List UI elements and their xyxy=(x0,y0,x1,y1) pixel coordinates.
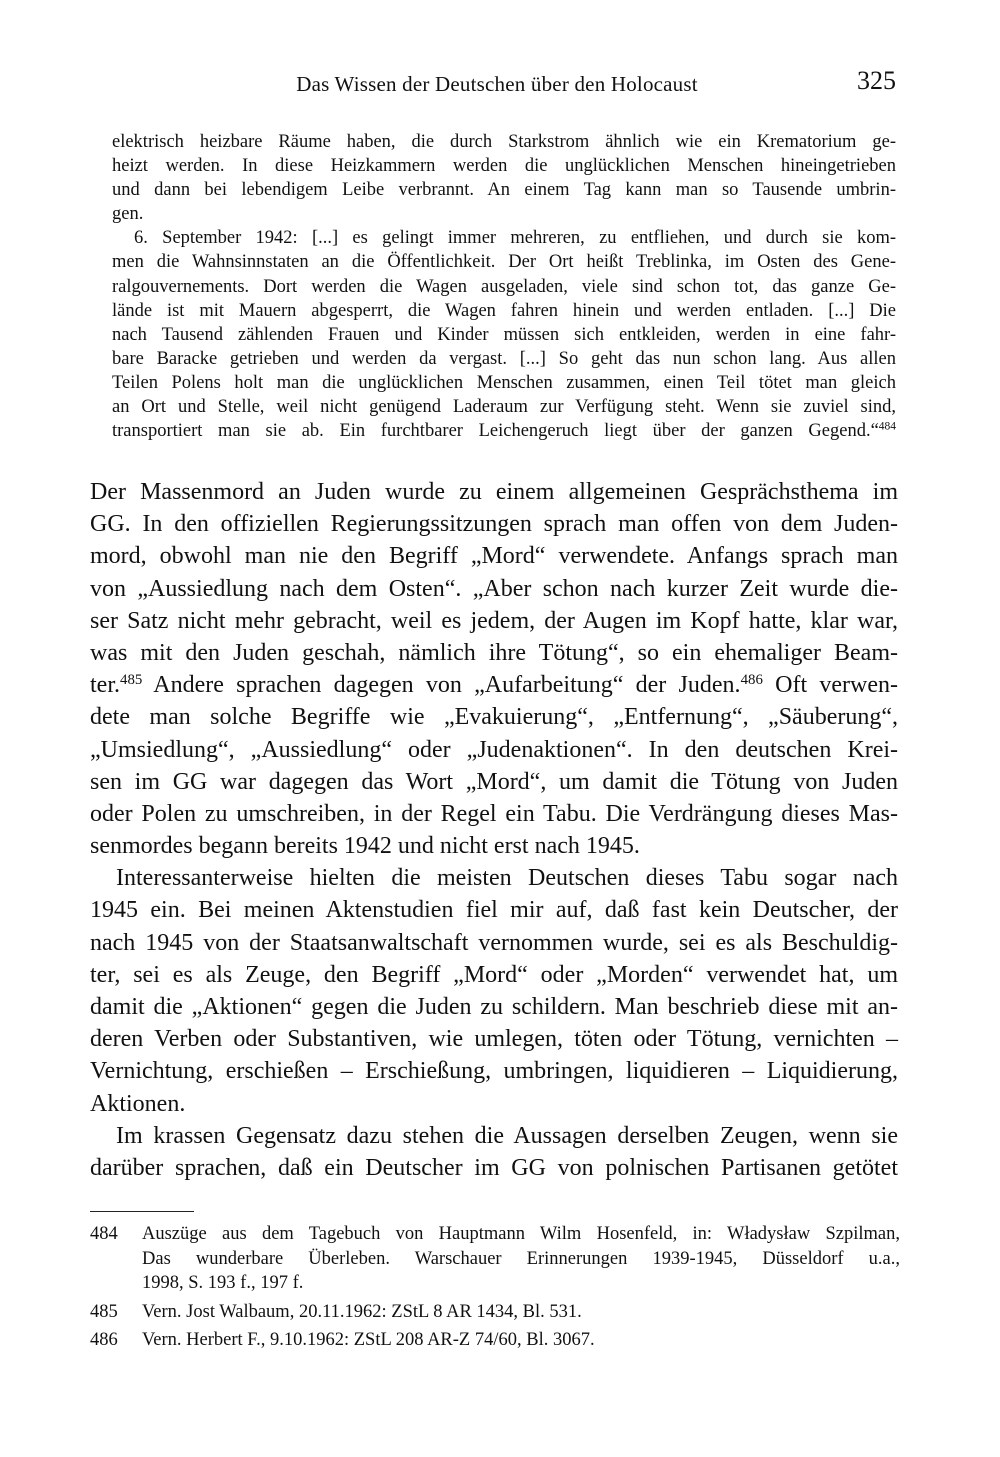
quote-line: men die Wahnsinnstaten an die Öffentlichkeit. Der Ort heißt Treblinka, im Osten des Gene- xyxy=(112,252,896,273)
body-line: GG. In den offiziellen Regierungssitzungen sprach man offen von dem Juden- xyxy=(90,511,898,538)
footnote-ref-485[interactable]: 485 xyxy=(120,671,143,688)
body-line: damit die „Aktionen“ gegen die Juden zu schildern. Man beschrieb diese mit an- xyxy=(90,994,898,1020)
running-title: Das Wissen der Deutschen über den Holocaust xyxy=(296,72,698,96)
footnote-486 xyxy=(90,1328,900,1353)
body-line: mord, obwohl man nie den Begriff „Mord“ verwendete. Anfangs sprach man xyxy=(90,543,898,570)
footnotes xyxy=(90,1222,900,1353)
body-line: was mit den Juden geschah, nämlich ihre Tötung“, so ein ehemaliger Beam- xyxy=(90,639,898,666)
body-line: Der Massenmord an Juden wurde zu einem allgemeinen Gesprächsthema im xyxy=(90,479,898,505)
body-line: dete man solche Begriffe wie „Evakuierung“, „Entfernung“, „Säuberung“, xyxy=(90,704,898,731)
body-line: Aktionen. xyxy=(90,1090,186,1117)
body-line: senmordes begann bereits 1942 und nicht erst nach 1945. xyxy=(90,833,640,860)
footnote-number: 484 xyxy=(90,1224,118,1244)
quote-line: gen. xyxy=(112,204,144,225)
quote-line: 6. September 1942: [...] es gelingt immer mehreren, zu entfliehen, und durch sie kom- xyxy=(134,228,896,249)
body-line: 1945 ein. Bei meinen Aktenstudien fiel mir auf, daß fast kein Deutscher, der xyxy=(90,897,898,924)
body-line-with-refs xyxy=(90,669,898,701)
body-line: nach 1945 von der Staatsanwaltschaft vernommen wurde, sei es als Beschuldig- xyxy=(90,929,898,956)
footnote-ref-484[interactable]: 484 xyxy=(878,420,896,433)
quote-line: bare Baracke getrieben und werden da vergast. [...] So geht das nun schon lang. Aus allen xyxy=(112,348,896,369)
quote-line-last xyxy=(112,419,896,443)
body-line: ter, sei es als Zeuge, den Begriff „Mord“ oder „Morden“ verwendet hat, um xyxy=(90,961,898,988)
quote-line: Teilen Polens holt man die unglücklichen Menschen zusammen, einen Teil tötet man gleich xyxy=(112,372,896,393)
footnote-number: 485 xyxy=(90,1301,118,1322)
quote-line: ralgouvernements. Dort werden die Wagen ausgeladen, viele sind schon tot, das ganze Ge- xyxy=(112,276,896,297)
footnote-line: Auszüge aus dem Tagebuch von Hauptmann Wilm Hosenfeld, in: Władysław Szpilman, xyxy=(142,1224,900,1244)
footnote-line: 1998, S. 193 f., 197 f. xyxy=(142,1273,304,1293)
page-number: 325 xyxy=(857,66,896,95)
footnote-484 xyxy=(90,1222,900,1296)
footnote-line: Vern. Herbert F., 9.10.1962: ZStL 208 AR-Z 74/60, Bl. 3067. xyxy=(142,1330,595,1350)
body-text-span: Andere sprachen dagegen von „Aufarbeitung“ der Juden. xyxy=(142,672,741,699)
footnote-number: 486 xyxy=(90,1330,118,1350)
body-line: oder Polen zu umschreiben, in der Regel ein Tabu. Die Verdrängung dieses Mas- xyxy=(90,800,898,827)
quote-line: an Ort und Stelle, weil nicht genügend Laderaum zur Verfügung steht. Wenn sie zuviel sind, xyxy=(112,397,896,418)
quote-line: lände ist mit Mauern abgesperrt, die Wagen fahren hinein und werden entladen. [...] Die xyxy=(112,300,896,321)
footnote-line: Vern. Jost Walbaum, 20.11.1962: ZStL 8 AR 1434, Bl. 531. xyxy=(142,1301,582,1322)
footnote-line: Das wunderbare Überleben. Warschauer Erinnerungen 1939-1945, Düsseldorf u.a., xyxy=(142,1248,900,1269)
quote-line: und dann bei lebendigem Leibe verbrannt. An einem Tag kann man so Tausende umbrin- xyxy=(112,180,896,201)
body-line: von „Aussiedlung nach dem Osten“. „Aber schon nach kurzer Zeit wurde die- xyxy=(90,575,898,602)
body-text xyxy=(90,476,898,1184)
block-quote xyxy=(112,130,896,443)
footnote-485 xyxy=(90,1300,900,1325)
running-head xyxy=(90,66,904,100)
quote-text: transportiert man sie ab. Ein furchtbarer Leichengeruch liegt über der ganzen Gegend.“ xyxy=(112,421,879,442)
body-line: darüber sprachen, daß ein Deutscher im GG von polnischen Partisanen getötet xyxy=(90,1154,898,1181)
body-line: Im krassen Gegensatz dazu stehen die Aussagen derselben Zeugen, wenn sie xyxy=(116,1122,898,1149)
body-line: ser Satz nicht mehr gebracht, weil es jedem, der Augen im Kopf hatte, klar war, xyxy=(90,607,898,634)
body-text-span: Oft verwen- xyxy=(762,672,898,699)
footnote-ref-486[interactable]: 486 xyxy=(740,671,763,688)
body-line: Vernichtung, erschießen – Erschießung, umbringen, liquidieren – Liquidierung, xyxy=(90,1058,898,1085)
quote-line: nach Tausend zählenden Frauen und Kinder müssen sich entkleiden, werden in eine fahr- xyxy=(112,324,896,345)
body-line: „Umsiedlung“, „Aussiedlung“ oder „Judenaktionen“. In den deutschen Krei- xyxy=(90,736,898,763)
quote-line: heizt werden. In diese Heizkammern werden die unglücklichen Menschen hineingetrieben xyxy=(112,156,896,177)
body-line: Interessanterweise hielten die meisten Deutschen dieses Tabu sogar nach xyxy=(116,865,898,892)
body-line: sen im GG war dagegen das Wort „Mord“, um damit die Tötung von Juden xyxy=(90,768,898,795)
body-text-span: ter. xyxy=(90,672,120,699)
quote-line: elektrisch heizbare Räume haben, die durch Starkstrom ähnlich wie ein Krematorium ge- xyxy=(112,132,896,152)
body-line: deren Verben oder Substantiven, wie umlegen, töten oder Tötung, vernichten – xyxy=(90,1026,898,1053)
footnote-divider xyxy=(90,1211,194,1212)
